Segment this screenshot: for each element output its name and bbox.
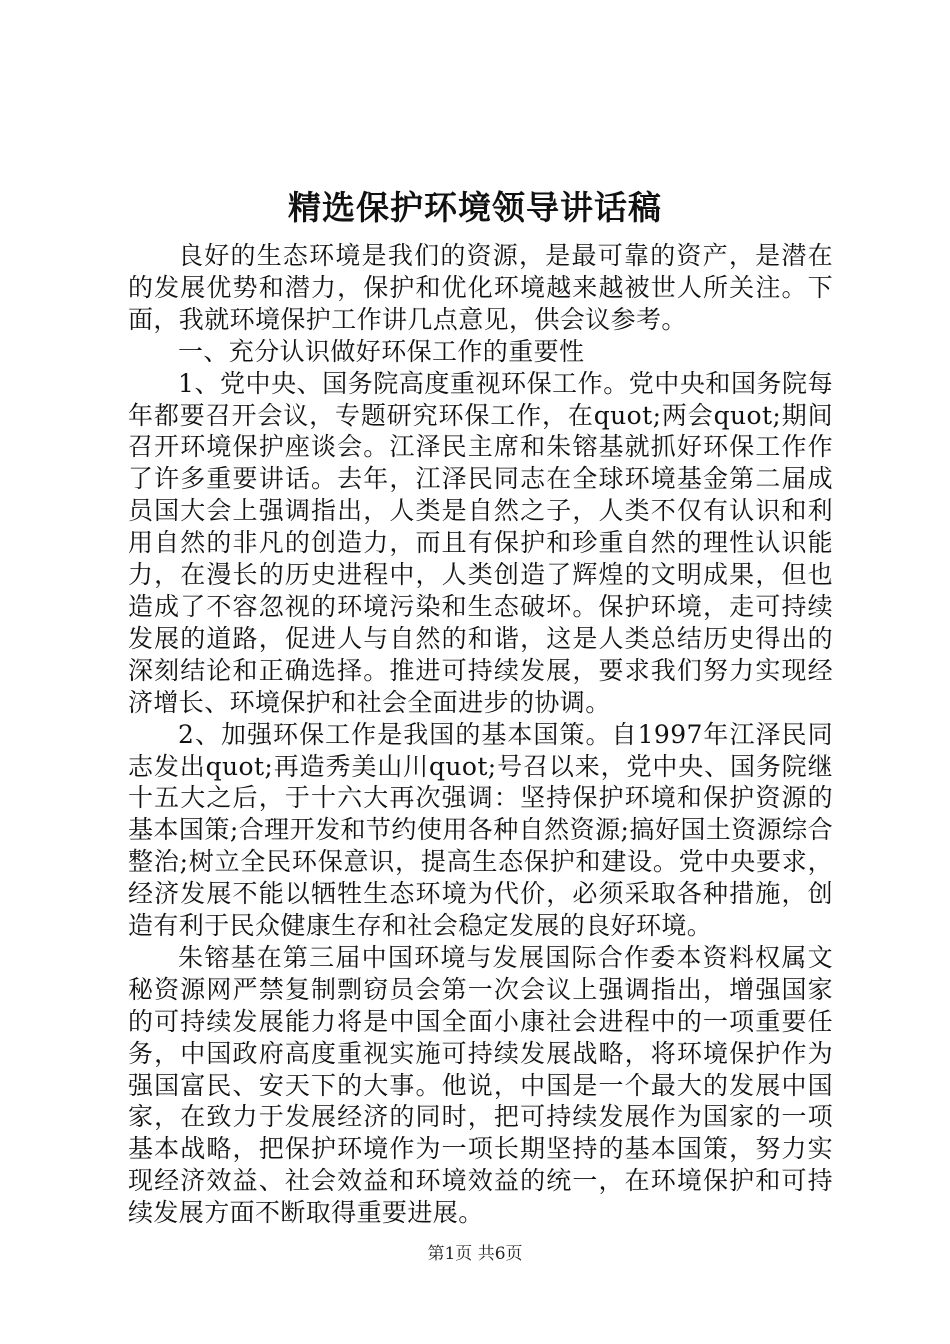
paragraph-intro: 良好的生态环境是我们的资源，是最可靠的资产，是潜在的发展优势和潜力，保护和优化环境越来越被世人所关注。下面，我就环境保护工作讲几点意见，供会议参考。 xyxy=(128,241,833,334)
paragraph-point-2: 2、加强环保工作是我国的基本国策。自1997年江泽民同志发出quot;再造秀美山川quot;号召以来，党中央、国务院继十五大之后，于十六大再次强调：坚持保护环境和保护资源的基本国策;合理开发和节约使用各种自然资源;搞好国土资源综合整治;树立全民环保意识，提高生态保护和建设。党中央要求，经济发展不能以牺牲生态环境为代价，必须采取各种措施，创造有利于民众健康生存和社会稳定发展的良好环境。 xyxy=(128,719,833,941)
section-heading: 一、充分认识做好环保工作的重要性 xyxy=(178,336,585,366)
page-footer: 第1页 共6页 xyxy=(427,1244,523,1264)
document-title: 精选保护环境领导讲话稿 xyxy=(288,188,662,227)
paragraph-zhu-rongji: 朱镕基在第三届中国环境与发展国际合作委本资料权属文秘资源网严禁复制剽窃员会第一次会议上强调指出，增强国家的可持续发展能力将是中国全面小康社会进程中的一项重要任务，中国政府高度重视实施可持续发展战略，将环境保护作为强国富民、安天下的大事。他说，中国是一个最大的发展中国家，在致力于发展经济的同时，把可持续发展作为国家的一项基本战略，把保护环境作为一项长期坚持的基本国策，努力实现经济效益、社会效益和环境效益的统一，在环境保护和可持续发展方面不断取得重要进展。 xyxy=(128,942,833,1228)
document-body xyxy=(128,240,833,1229)
paragraph-point-1: 1、党中央、国务院高度重视环保工作。党中央和国务院每年都要召开会议，专题研究环保工作，在quot;两会quot;期间召开环境保护座谈会。江泽民主席和朱镕基就抓好环保工作作了许多重要讲话。去年，江泽民同志在全球环境基金第二届成员国大会上强调指出，人类是自然之子，人类不仅有认识和利用自然的非凡的创造力，而且有保护和珍重自然的理性认识能力，在漫长的历史进程中，人类创造了辉煌的文明成果，但也造成了不容忽视的环境污染和生态破坏。保护环境，走可持续发展的道路，促进人与自然的和谐，这是人类总结历史得出的深刻结论和正确选择。推进可持续发展，要求我们努力实现经济增长、环境保护和社会全面进步的协调。 xyxy=(128,368,833,717)
